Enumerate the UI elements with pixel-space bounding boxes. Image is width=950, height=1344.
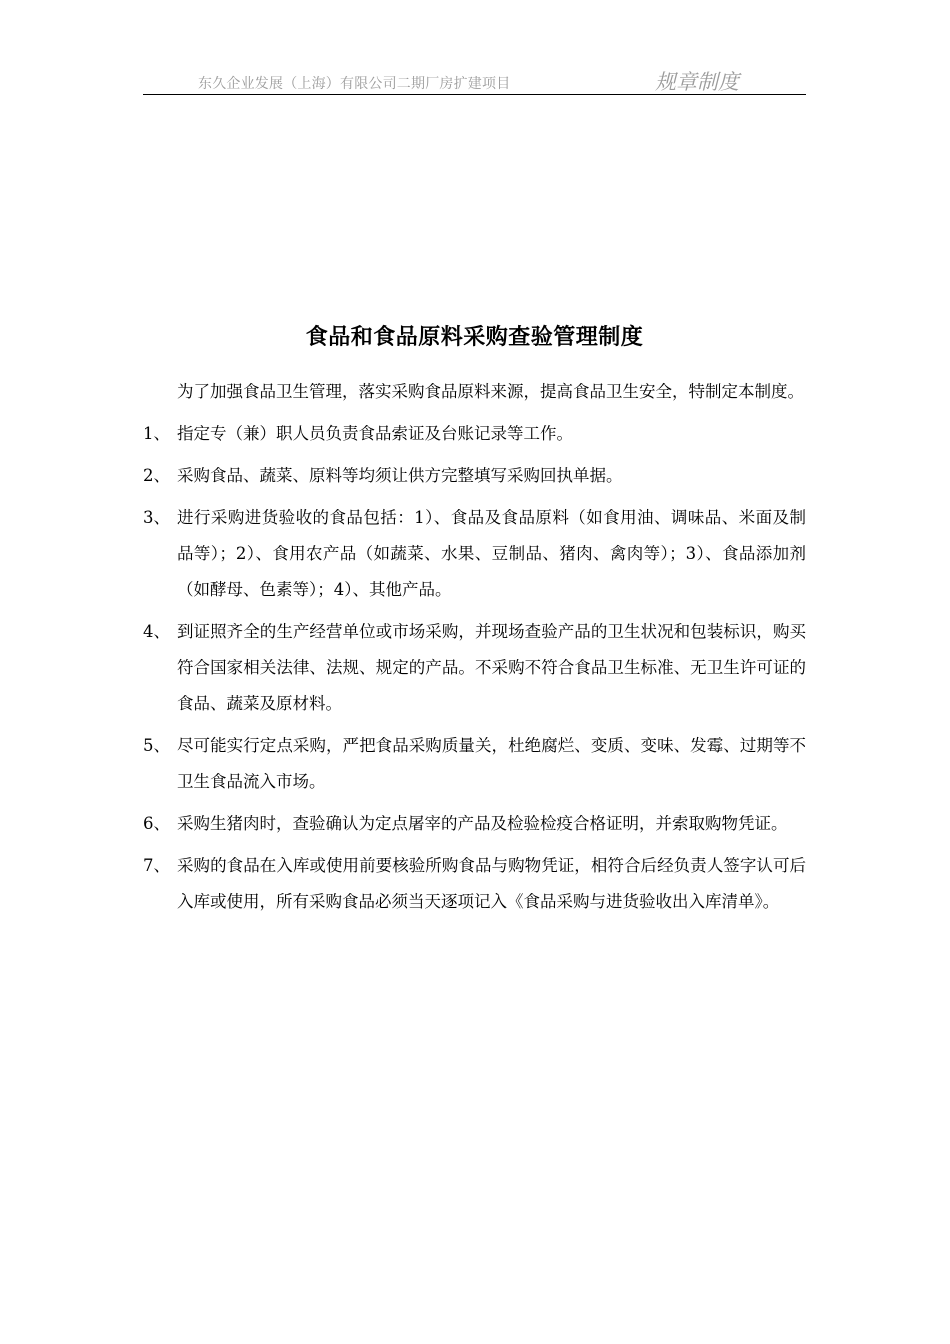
list-item-7 <box>143 848 806 920</box>
list-item-text: 进行采购进货验收的食品包括：1）、食品及食品原料（如食用油、调味品、米面及制品等）；2）、食用农产品（如蔬菜、水果、豆制品、猪肉、禽肉等）；3）、食品添加剂（如酵母、色素等）；4）、其他产品。 <box>177 508 806 599</box>
header-section-label: 规章制度 <box>655 70 739 94</box>
list-item-1 <box>143 416 806 452</box>
list-item-4 <box>143 614 806 722</box>
list-item-3 <box>143 500 806 608</box>
page-header <box>143 62 806 95</box>
list-item-5 <box>143 728 806 800</box>
list-item-number: 2、 <box>143 466 170 485</box>
list-item-number: 7、 <box>143 856 170 875</box>
list-item-number: 1、 <box>143 424 170 443</box>
document-title: 食品和食品原料采购查验管理制度 <box>305 325 644 350</box>
list-item-2 <box>143 458 806 494</box>
document-body <box>143 374 806 926</box>
list-item-6 <box>143 806 806 842</box>
list-item-text: 采购的食品在入库或使用前要核验所购食品与购物凭证，相符合后经负责人签字认可后入库或使用，所有采购食品必须当天逐项记入《食品采购与进货验收出入库清单》。 <box>177 856 806 911</box>
list-item-text: 指定专（兼）职人员负责食品索证及台账记录等工作。 <box>177 424 573 443</box>
header-project-name: 东久企业发展（上海）有限公司二期厂房扩建项目 <box>198 76 511 92</box>
list-item-text: 采购生猪肉时，查验确认为定点屠宰的产品及检验检疫合格证明，并索取购物凭证。 <box>177 814 788 833</box>
list-item-number: 5、 <box>143 736 170 755</box>
intro-paragraph: 为了加强食品卫生管理，落实采购食品原料来源，提高食品卫生安全，特制定本制度。 <box>177 382 804 401</box>
list-item-number: 6、 <box>143 814 170 833</box>
list-item-number: 4、 <box>143 622 170 641</box>
list-item-number: 3、 <box>143 508 170 527</box>
list-item-text: 采购食品、蔬菜、原料等均须让供方完整填写采购回执单据。 <box>177 466 623 485</box>
list-item-text: 到证照齐全的生产经营单位或市场采购，并现场查验产品的卫生状况和包装标识，购买符合国家相关法律、法规、规定的产品。不采购不符合食品卫生标准、无卫生许可证的食品、蔬菜及原材料。 <box>177 622 806 713</box>
list-item-text: 尽可能实行定点采购，严把食品采购质量关，杜绝腐烂、变质、变味、发霉、过期等不卫生食品流入市场。 <box>177 736 806 791</box>
